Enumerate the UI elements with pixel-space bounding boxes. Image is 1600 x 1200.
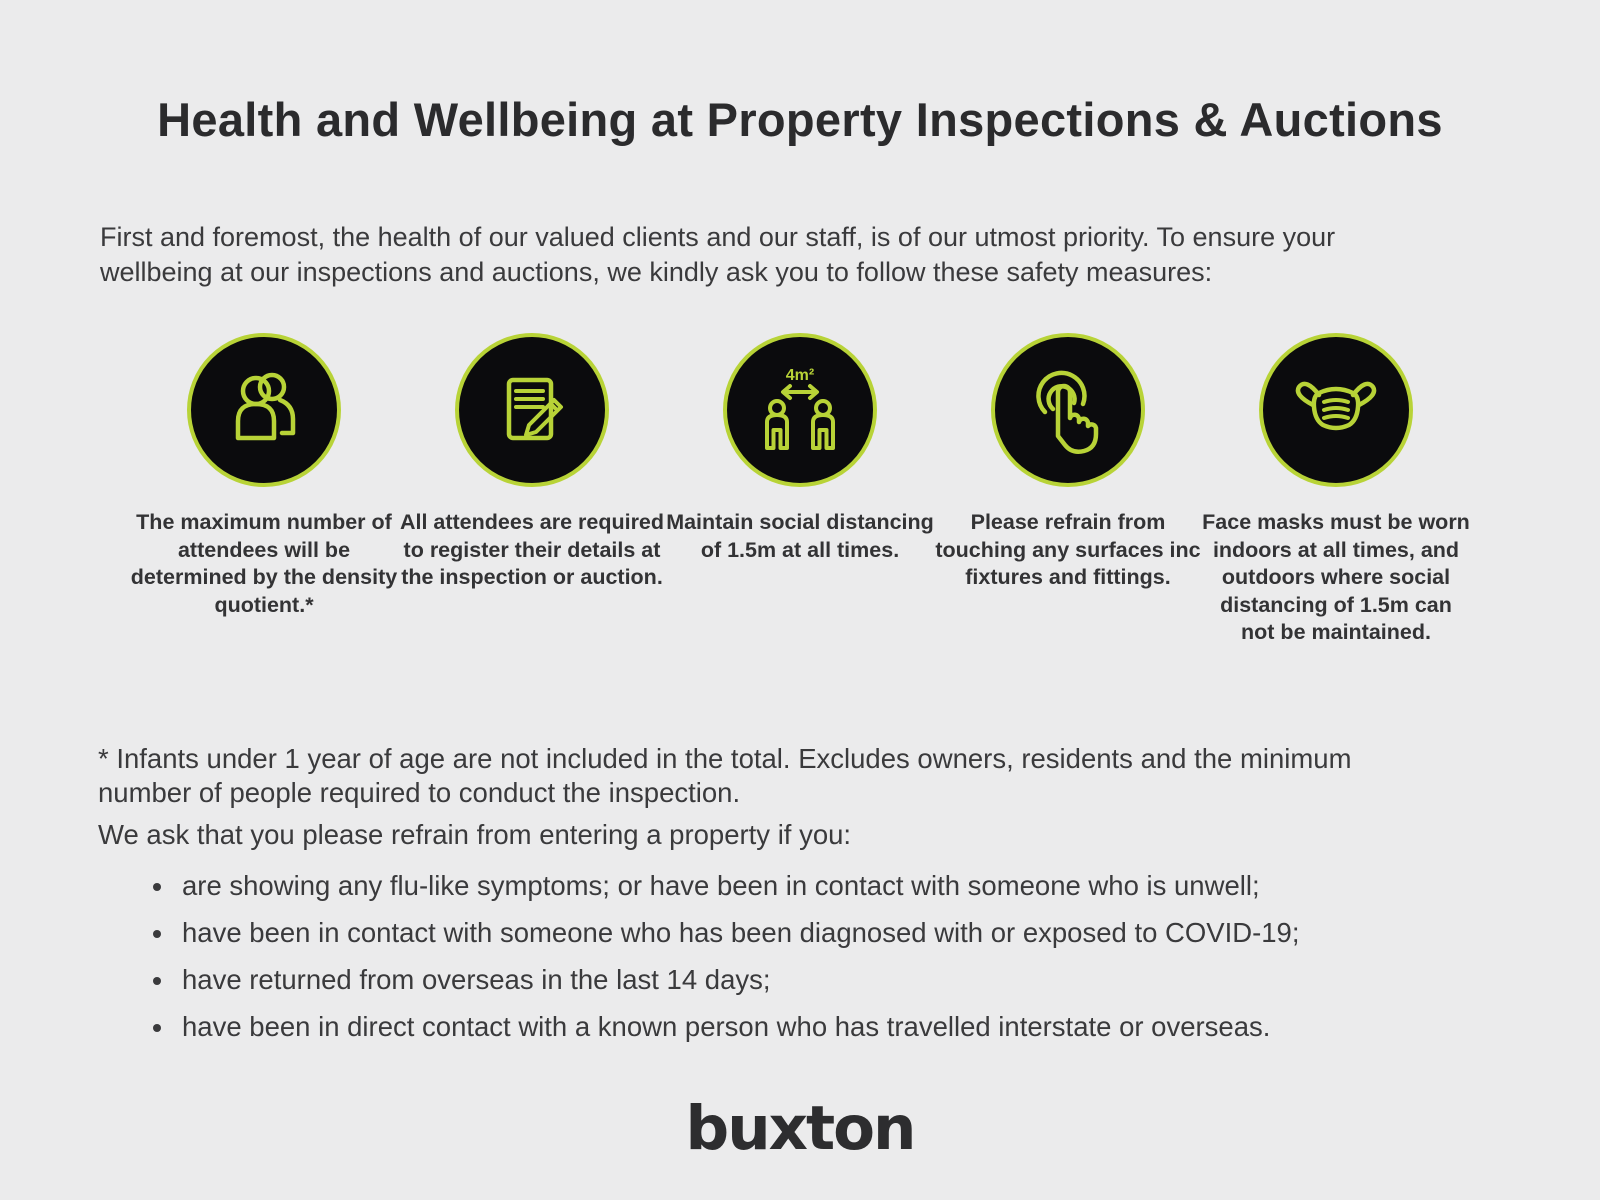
refrain-item: [176, 915, 1496, 951]
measure-caption: All attendees are required to register their details at the inspection or auction.: [399, 510, 665, 589]
register-icon: [482, 360, 582, 460]
measure-item-attendees: [130, 333, 398, 647]
icon-circle: [187, 333, 341, 487]
refrain-item-text: are showing any flu-like symptoms; or have been in contact with someone who is unwell;: [182, 870, 1260, 901]
page-title: Health and Wellbeing at Property Inspections & Auctions: [157, 93, 1443, 146]
refrain-item-text: have been in contact with someone who has been diagnosed with or exposed to COVID-19;: [182, 917, 1300, 948]
face-mask-icon: [1286, 360, 1386, 460]
measure-caption: Maintain social distancing of 1.5m at all times.: [666, 510, 934, 562]
refrain-heading: We ask that you please refrain from entering a property if you:: [98, 819, 852, 850]
measure-caption: The maximum number of attendees will be determined by the density quotient.*: [130, 510, 398, 617]
icon-circle: [723, 333, 877, 487]
buxton-logo: buxton: [685, 1093, 915, 1164]
measure-item-distance: [666, 333, 934, 647]
icon-circle: [1259, 333, 1413, 487]
icon-circle: [455, 333, 609, 487]
refrain-list: [142, 868, 1496, 1056]
refrain-item-text: have returned from overseas in the last 14 days;: [182, 964, 771, 995]
refrain-item: [176, 868, 1496, 904]
icon-circle: [991, 333, 1145, 487]
distance-badge: 4m²: [785, 367, 815, 384]
refrain-item-text: have been in direct contact with a known person who has travelled interstate or overseas.: [182, 1011, 1271, 1042]
refrain-item: [176, 1009, 1496, 1045]
measure-item-no-touch: [934, 333, 1202, 647]
measure-item-face-mask: [1202, 333, 1470, 647]
measure-caption: Please refrain from touching any surfaces inc fixtures and fittings.: [935, 510, 1201, 589]
touch-icon: [1018, 360, 1118, 460]
footnote-text: * Infants under 1 year of age are not included in the total. Excludes owners, residents and the minimum number of people required to conduct the inspection.: [98, 743, 1352, 808]
measure-caption: Face masks must be worn indoors at all times, and outdoors where social distancing of 1.5m can not be maintained.: [1202, 510, 1470, 644]
social-distance-icon: [750, 360, 850, 460]
safety-measures-row: [130, 333, 1470, 647]
refrain-item: [176, 962, 1496, 998]
attendees-icon: [214, 360, 314, 460]
intro-text: First and foremost, the health of our valued clients and our staff, is of our utmost priority. To ensure your wellbeing at our inspections and auctions, we kindly ask you to follow these safety measures:: [100, 222, 1336, 287]
measure-item-register: [398, 333, 666, 647]
